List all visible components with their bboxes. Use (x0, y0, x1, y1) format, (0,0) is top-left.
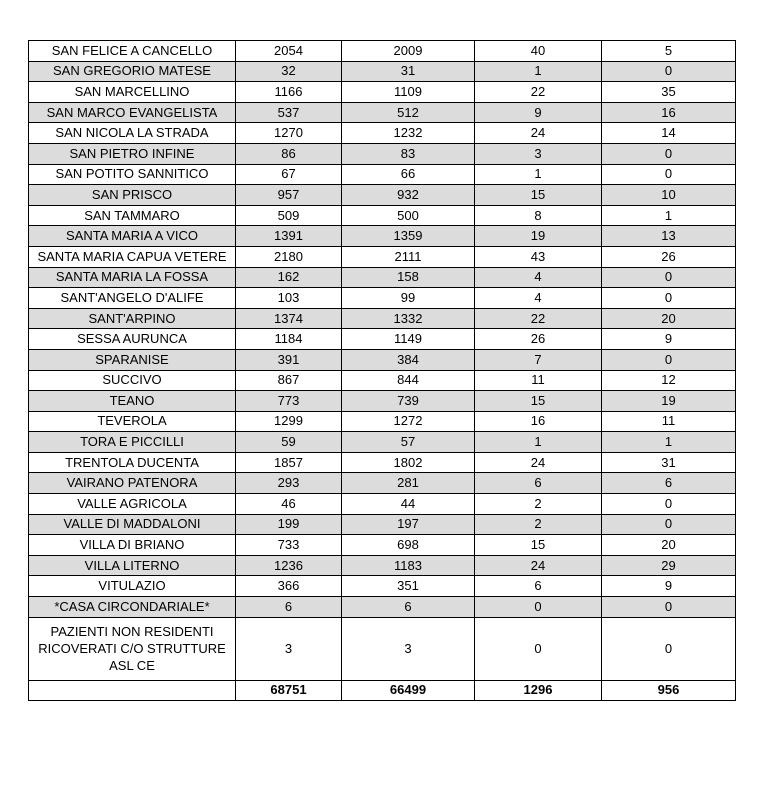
value-col-2-cell: 1272 (342, 411, 475, 432)
value-col-1-cell: 1857 (236, 452, 342, 473)
value-col-4-cell: 12 (602, 370, 736, 391)
municipality-name-cell: SAN MARCO EVANGELISTA (29, 102, 236, 123)
municipality-name-cell: TEVEROLA (29, 411, 236, 432)
value-col-2-cell: 158 (342, 267, 475, 288)
value-col-3-cell: 26 (475, 329, 602, 350)
value-col-2-cell: 500 (342, 205, 475, 226)
value-col-1-cell: 32 (236, 61, 342, 82)
value-col-1-cell: 509 (236, 205, 342, 226)
value-col-2-cell: 1149 (342, 329, 475, 350)
value-col-1-cell: 103 (236, 288, 342, 309)
municipality-name-cell: VITULAZIO (29, 576, 236, 597)
value-col-1-cell: 3 (236, 617, 342, 680)
value-col-4-cell: 6 (602, 473, 736, 494)
value-col-2-cell: 66 (342, 164, 475, 185)
municipality-name-cell: SANTA MARIA LA FOSSA (29, 267, 236, 288)
value-col-3-cell: 1 (475, 432, 602, 453)
value-col-2-cell: 1232 (342, 123, 475, 144)
value-col-4-cell: 11 (602, 411, 736, 432)
municipality-name-cell: VALLE DI MADDALONI (29, 514, 236, 535)
value-col-4-cell: 31 (602, 452, 736, 473)
value-col-2-cell: 384 (342, 349, 475, 370)
value-col-3-cell: 22 (475, 308, 602, 329)
value-col-4-cell: 20 (602, 535, 736, 556)
table-row (29, 246, 736, 267)
value-col-4-cell: 1 (602, 432, 736, 453)
municipality-name-cell: SAN PIETRO INFINE (29, 143, 236, 164)
table-row (29, 61, 736, 82)
value-col-3-cell: 1 (475, 164, 602, 185)
municipality-name-cell: SAN FELICE A CANCELLO (29, 41, 236, 62)
value-col-3-cell: 2 (475, 494, 602, 515)
value-col-3-cell: 24 (475, 555, 602, 576)
municipality-name-cell: SUCCIVO (29, 370, 236, 391)
municipality-name-cell: TORA E PICCILLI (29, 432, 236, 453)
total-value-col-2-cell: 66499 (342, 680, 475, 700)
value-col-3-cell: 24 (475, 123, 602, 144)
municipality-name-cell: SAN GREGORIO MATESE (29, 61, 236, 82)
value-col-1-cell: 1391 (236, 226, 342, 247)
table-row (29, 391, 736, 412)
value-col-3-cell: 6 (475, 473, 602, 494)
municipality-name-cell: SANTA MARIA A VICO (29, 226, 236, 247)
value-col-3-cell: 0 (475, 617, 602, 680)
value-col-1-cell: 293 (236, 473, 342, 494)
value-col-4-cell: 5 (602, 41, 736, 62)
value-col-3-cell: 9 (475, 102, 602, 123)
value-col-3-cell: 15 (475, 391, 602, 412)
value-col-1-cell: 1299 (236, 411, 342, 432)
table-row (29, 329, 736, 350)
value-col-3-cell: 15 (475, 185, 602, 206)
table-row (29, 473, 736, 494)
value-col-4-cell: 0 (602, 597, 736, 618)
municipality-name-cell: SAN MARCELLINO (29, 82, 236, 103)
value-col-1-cell: 1374 (236, 308, 342, 329)
municipality-name-cell: VILLA LITERNO (29, 555, 236, 576)
municipality-name-cell: SAN POTITO SANNITICO (29, 164, 236, 185)
value-col-4-cell: 0 (602, 514, 736, 535)
table-row (29, 432, 736, 453)
value-col-4-cell: 0 (602, 494, 736, 515)
table-row (29, 617, 736, 680)
value-col-4-cell: 9 (602, 576, 736, 597)
value-col-3-cell: 3 (475, 143, 602, 164)
totals-row (29, 680, 736, 700)
municipality-data-table (28, 40, 736, 701)
value-col-2-cell: 1183 (342, 555, 475, 576)
value-col-1-cell: 2054 (236, 41, 342, 62)
table-row (29, 267, 736, 288)
table-row (29, 494, 736, 515)
table-row (29, 349, 736, 370)
value-col-4-cell: 26 (602, 246, 736, 267)
value-col-2-cell: 844 (342, 370, 475, 391)
table-row (29, 452, 736, 473)
table-row (29, 288, 736, 309)
municipality-name-cell: SANTA MARIA CAPUA VETERE (29, 246, 236, 267)
value-col-4-cell: 0 (602, 143, 736, 164)
municipality-name-cell: SAN PRISCO (29, 185, 236, 206)
totals-label-cell (29, 680, 236, 700)
value-col-3-cell: 40 (475, 41, 602, 62)
table-row (29, 535, 736, 556)
value-col-2-cell: 2111 (342, 246, 475, 267)
value-col-2-cell: 351 (342, 576, 475, 597)
value-col-2-cell: 99 (342, 288, 475, 309)
value-col-1-cell: 1166 (236, 82, 342, 103)
value-col-4-cell: 19 (602, 391, 736, 412)
municipality-name-cell: SANT'ANGELO D'ALIFE (29, 288, 236, 309)
value-col-4-cell: 14 (602, 123, 736, 144)
value-col-2-cell: 281 (342, 473, 475, 494)
value-col-3-cell: 2 (475, 514, 602, 535)
value-col-4-cell: 10 (602, 185, 736, 206)
value-col-3-cell: 4 (475, 267, 602, 288)
value-col-2-cell: 698 (342, 535, 475, 556)
value-col-4-cell: 0 (602, 617, 736, 680)
value-col-1-cell: 46 (236, 494, 342, 515)
value-col-1-cell: 199 (236, 514, 342, 535)
table-row (29, 143, 736, 164)
table-row (29, 576, 736, 597)
value-col-4-cell: 16 (602, 102, 736, 123)
table-row (29, 370, 736, 391)
municipality-name-cell: SANT'ARPINO (29, 308, 236, 329)
value-col-4-cell: 20 (602, 308, 736, 329)
table-row (29, 205, 736, 226)
municipality-name-cell: VALLE AGRICOLA (29, 494, 236, 515)
total-value-col-3-cell: 1296 (475, 680, 602, 700)
value-col-1-cell: 957 (236, 185, 342, 206)
table-body (29, 41, 736, 701)
table-row (29, 164, 736, 185)
municipality-name-cell: *CASA CIRCONDARIALE* (29, 597, 236, 618)
table-row (29, 411, 736, 432)
value-col-3-cell: 19 (475, 226, 602, 247)
value-col-3-cell: 43 (475, 246, 602, 267)
value-col-3-cell: 6 (475, 576, 602, 597)
value-col-3-cell: 16 (475, 411, 602, 432)
municipality-name-cell: SAN NICOLA LA STRADA (29, 123, 236, 144)
table-row (29, 514, 736, 535)
value-col-1-cell: 6 (236, 597, 342, 618)
value-col-1-cell: 1236 (236, 555, 342, 576)
value-col-2-cell: 31 (342, 61, 475, 82)
value-col-1-cell: 162 (236, 267, 342, 288)
municipality-name-cell: VILLA DI BRIANO (29, 535, 236, 556)
value-col-3-cell: 15 (475, 535, 602, 556)
value-col-2-cell: 1802 (342, 452, 475, 473)
total-value-col-4-cell: 956 (602, 680, 736, 700)
value-col-3-cell: 1 (475, 61, 602, 82)
table-row (29, 226, 736, 247)
value-col-2-cell: 83 (342, 143, 475, 164)
value-col-4-cell: 0 (602, 61, 736, 82)
value-col-4-cell: 13 (602, 226, 736, 247)
value-col-2-cell: 6 (342, 597, 475, 618)
value-col-1-cell: 733 (236, 535, 342, 556)
value-col-4-cell: 0 (602, 349, 736, 370)
value-col-2-cell: 739 (342, 391, 475, 412)
municipality-name-cell: SESSA AURUNCA (29, 329, 236, 350)
municipality-name-cell: TRENTOLA DUCENTA (29, 452, 236, 473)
value-col-4-cell: 0 (602, 288, 736, 309)
table-row (29, 123, 736, 144)
value-col-3-cell: 7 (475, 349, 602, 370)
municipality-name-cell: SAN TAMMARO (29, 205, 236, 226)
table-row (29, 41, 736, 62)
value-col-3-cell: 22 (475, 82, 602, 103)
value-col-3-cell: 4 (475, 288, 602, 309)
table-row (29, 555, 736, 576)
municipality-name-cell: PAZIENTI NON RESIDENTI RICOVERATI C/O STRUTTURE ASL CE (29, 617, 236, 680)
value-col-1-cell: 391 (236, 349, 342, 370)
value-col-1-cell: 773 (236, 391, 342, 412)
value-col-1-cell: 2180 (236, 246, 342, 267)
value-col-4-cell: 29 (602, 555, 736, 576)
value-col-2-cell: 512 (342, 102, 475, 123)
value-col-1-cell: 1184 (236, 329, 342, 350)
value-col-3-cell: 8 (475, 205, 602, 226)
municipality-name-cell: SPARANISE (29, 349, 236, 370)
value-col-1-cell: 537 (236, 102, 342, 123)
value-col-1-cell: 867 (236, 370, 342, 391)
value-col-4-cell: 35 (602, 82, 736, 103)
municipality-name-cell: TEANO (29, 391, 236, 412)
table-row (29, 82, 736, 103)
value-col-3-cell: 11 (475, 370, 602, 391)
value-col-4-cell: 9 (602, 329, 736, 350)
value-col-2-cell: 1109 (342, 82, 475, 103)
value-col-1-cell: 1270 (236, 123, 342, 144)
value-col-2-cell: 1359 (342, 226, 475, 247)
total-value-col-1-cell: 68751 (236, 680, 342, 700)
value-col-2-cell: 44 (342, 494, 475, 515)
municipality-name-cell: VAIRANO PATENORA (29, 473, 236, 494)
value-col-2-cell: 2009 (342, 41, 475, 62)
table-row (29, 308, 736, 329)
value-col-3-cell: 24 (475, 452, 602, 473)
value-col-1-cell: 366 (236, 576, 342, 597)
value-col-4-cell: 1 (602, 205, 736, 226)
value-col-3-cell: 0 (475, 597, 602, 618)
table-row (29, 102, 736, 123)
value-col-2-cell: 197 (342, 514, 475, 535)
value-col-1-cell: 59 (236, 432, 342, 453)
value-col-4-cell: 0 (602, 267, 736, 288)
table-row (29, 185, 736, 206)
value-col-2-cell: 3 (342, 617, 475, 680)
value-col-2-cell: 932 (342, 185, 475, 206)
value-col-1-cell: 86 (236, 143, 342, 164)
value-col-2-cell: 1332 (342, 308, 475, 329)
value-col-1-cell: 67 (236, 164, 342, 185)
table-row (29, 597, 736, 618)
value-col-4-cell: 0 (602, 164, 736, 185)
value-col-2-cell: 57 (342, 432, 475, 453)
